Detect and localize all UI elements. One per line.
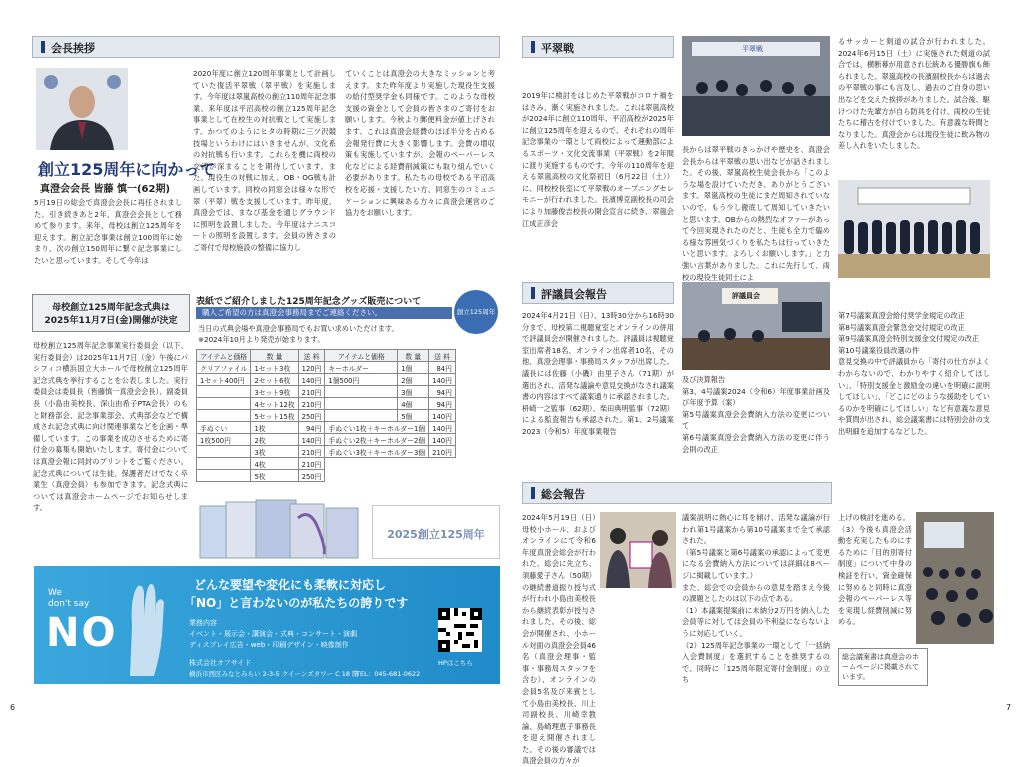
shipping: 140円 — [429, 422, 456, 434]
shipping: 210円 — [298, 458, 325, 470]
shipping: 140円 — [429, 410, 456, 422]
page-number-right: 7 — [1006, 703, 1012, 712]
general-header — [522, 482, 832, 504]
badge-text: 創立125周年 — [456, 308, 496, 316]
goods-note2: ※2024年10月より発売が始まります。 — [198, 335, 325, 344]
tenugui-image — [372, 505, 500, 559]
table-row — [197, 422, 456, 434]
table-row — [197, 374, 456, 386]
item-price: 1個500円 — [325, 374, 398, 386]
item-price: 1セット400円 — [197, 374, 251, 386]
qr-code[interactable] — [438, 608, 482, 652]
council-col2: 及び決算報告 第3、4号議案2024（令和6）年度事業計画及び年度予算（案） 第5号議案真澄会会費納入方法の変更について 第6号議案真澄会会費納入方法の変更に伴う会則の改正 — [682, 375, 830, 454]
heisui-col1: 2019年に検討をはじめた平翠戦がコロナ禍をはさみ、漸く実施されました。これは翠嵐高校が2024年に創立110周年、平沼高校が2025年に創立125周年を迎えるので、それぞれの周年記念事業の一環として両校によって運動部によるスポーツ・文化交流事業（平翠戦）を2年間に渡り実施するものです。今年の110周年を迎える翠嵐高校の文化祭初日（6月22日（土））に、同校校長室にて平翠戦のオープニングセレモニーが行われました。長濱博克副校長の司会により加藤俊吉校長の開会宣言に続き、翠嵐会江成正彦会 — [522, 91, 674, 228]
col-header: 数 量 — [251, 350, 298, 362]
general-col2: 議案説明に熱心に耳を傾け、活発な議論が行われ第1号議案から第10号議案まで全て承認された。 （第5号議案と第6号議案の承認によって変更になる会費納入方法については詳細は8ページに掲載しています。） また、総会での会員からの意見を踏まえ今後の課題としたのは以下の点である。 （1）本議案提案前に未納分2万円を納入した会員等に対しては会員の不利益にならないように対応していく。 （2）125周年記念事業の一環として「一括納入会費制度」を選択することを推奨するので、同時に「125周年限定寄付金制度」の立ち — [682, 513, 830, 685]
shipping: 140円 — [429, 434, 456, 446]
item-name: 手ぬぐい — [197, 422, 251, 434]
general-notice: 総会議案書は真澄会のホームページに掲載されています。 — [842, 653, 919, 681]
council-col1: 2024年4月21日（日）、13時30分から16時30分まで、母校第二視聴覚室とオンラインの併用で評議員会が開催されました。評議員は視聴覚室出席者18名、オンライン出席者10名、その他、真澄会理事・事務局スタッフが出席した。議長には佐藤（小磯）由里子さん（71期）が選出され、活発な議論や意見交換がなされ議案書の内容はすべて議案通りに承認されました。枡崎一之監事（62期）、柴田典明監事（72期）による監査報告も承認された。第1、2号議案2023（令和5）年度事業報告 — [522, 311, 674, 436]
col-header: アイテムと価格 — [197, 350, 251, 362]
shipping: 250円 — [298, 470, 325, 482]
qty: 4個 — [398, 398, 429, 410]
shipping: 94円 — [429, 386, 456, 398]
shipping: 94円 — [429, 398, 456, 410]
shipping: 94円 — [298, 422, 325, 434]
product-label: 2025創立125周年 — [387, 528, 485, 541]
council-header — [522, 282, 674, 304]
combo-name: 手ぬぐい3枚＋キーホルダー3個 — [325, 446, 429, 458]
chairman-section-title: 会長挨拶 — [41, 40, 95, 56]
ad-tel: TEL：045-681-0622 — [356, 670, 421, 678]
shipping: 210円 — [298, 446, 325, 458]
ad-no: NO — [46, 610, 118, 656]
ad-dont-say: don't say — [48, 599, 90, 609]
heisui-col2: 長からは翠平戦のきっかけや歴史を、真澄会会長からは平翠戦の思い出などが話されました。その後、翠嵐高校生徒会長から「このような場を設けていただき、ありがとうございます。翠嵐高校の生徒にまだ周知されていないので、もう少し徹底して周知していきたいと思います。OBからの熱烈なオファーがあって今回実現されたのだと、生徒も全力で臨める様な雰囲気づくりを私たちは行っていきたいと思います。よろしくお願いします。」と力強い言葉がありました。これに先行して、両校の現役生徒同士によ — [682, 145, 830, 282]
item-name: クリアファイル — [197, 362, 251, 374]
clear-file-image — [198, 498, 360, 560]
table-row — [197, 458, 456, 470]
qty: 5個 — [398, 410, 429, 422]
chairman-headline: 創立125周年に向かって — [38, 160, 216, 179]
shipping: 140円 — [429, 374, 456, 386]
table-row — [197, 362, 456, 374]
general-section-title: 総会報告 — [531, 486, 585, 502]
ad-services-label: 業務内容 — [189, 619, 217, 627]
goods-banner: 購入ご希望の方は真澄会事務局までご連絡ください。 — [196, 307, 452, 319]
kendo-team-photo — [838, 180, 990, 278]
hand-image — [110, 576, 176, 676]
col-header: 送 料 — [298, 350, 325, 362]
page-number-left: 6 — [10, 703, 16, 712]
table-row — [197, 470, 456, 482]
goods-title: 表紙でご紹介しました125周年記念グッズ販売について — [196, 297, 422, 307]
council-photo-banner: 評議員会 — [732, 292, 760, 300]
heisui-header — [522, 36, 674, 58]
heisui-section-title: 平翠戦 — [531, 40, 574, 56]
qty: 5枚 — [251, 470, 298, 482]
qty: 5セット15枚 — [251, 410, 298, 422]
ad-we: We — [48, 588, 62, 598]
general-col3: 上げの検討を進める。 （3）今後も真澄会活動を充実したものにするために「目的別寄付制度」について中身の検証を行い、資金確保に努めると同時に真澄会報のペーパーレス等を実現し経費削減に努める。 — [838, 513, 912, 627]
qty: 3枚 — [251, 446, 298, 458]
col-header: 数 量 — [398, 350, 429, 362]
council-col3: 第7号議案真澄会給付奨学金規定の改正 第8号議案真澄会緊急金交付規定の改正 第9号議案真澄会特別支援金交付規定の改正 第10号議案役員改選の件 意見交換の中で評議員から「寄付の仕方がよくわからないので、わかりやすく紹介してほしい」、「特別支援金と激励金の違いを明確に説明してほしい」、「どこにどのような援助をしているのかを明確にしてほしい」など有意義な意見や質問が出され、総会議案書には特別会計の支出明細を追加するなどした。 — [838, 311, 990, 436]
chairman-byline: 真澄会会長 皆藤 慎一(62期) — [40, 184, 171, 195]
shipping: 140円 — [298, 374, 325, 386]
ad-banner — [34, 566, 500, 684]
general-col1: 2024年5月19日（日）母校小ホール、およびオンラインにて令和6年度真澄会総会が行われた。総会に先立ち、須藤愛子さん（50期）の継続書道振り授与式が行われ小島由美校長から継続表彰が授与されました。その後、総会が開催され、小ホール対面の真澄会会員46名（真澄会理事・監事・事務局スタッフを含む）、オンラインの会員5名及び来賓として小島由美校長、川上司副校長、川崎幸教論、島崎理恵子事務長を迎え開催されました。その後の審議では真澄会員の方々が — [522, 513, 596, 766]
qty: 1枚 — [251, 422, 298, 434]
ad-company: 株式会社オフサイド — [189, 659, 252, 667]
ad-headline2: 「NO」と言わないのが私たちの誇りです — [184, 596, 409, 610]
shipping: 210円 — [298, 398, 325, 410]
award-photo — [600, 512, 676, 588]
ad-headline1: どんな要望や変化にも柔軟に対応し — [194, 578, 387, 592]
table-row — [197, 446, 456, 458]
col-header: 送 料 — [429, 350, 456, 362]
qty: 2セット6枚 — [251, 374, 298, 386]
ad-services1: イベント・展示会・講演会・式典・コンサート・演劇 — [189, 630, 357, 638]
qty: 3セット9枚 — [251, 386, 298, 398]
table-row — [197, 434, 456, 446]
qty: 2枚 — [251, 434, 298, 446]
ad-services2: ディスプレイ広告・web・印刷デザイン・映像制作 — [189, 641, 349, 649]
item-price: 1枚500円 — [197, 434, 251, 446]
heisui-ceremony-photo — [682, 36, 830, 136]
combo-name: 手ぬぐい1枚＋キーホルダー1個 — [325, 422, 429, 434]
col-header: アイテムと価格 — [325, 350, 398, 362]
table-row — [197, 386, 456, 398]
chairman-photo — [36, 68, 128, 150]
combo-name: 手ぬぐい2枚＋キーホルダー2個 — [325, 434, 429, 446]
photo-banner-text: 平翠戦 — [742, 45, 763, 53]
qty: 3個 — [398, 386, 429, 398]
shipping: 84円 — [429, 362, 456, 374]
shipping: 210円 — [429, 446, 456, 458]
general-notice-box — [838, 648, 928, 686]
table-row — [197, 410, 456, 422]
chairman-col2: 2020年度に創立120周年事業として計画していた復活平翠戦（翠平戦）を実施します。今年度は翠嵐高校の創立110周年記念事業、来年度は平沼高校の創立125周年記念事業として在校生の対抗戦として実施します。かつてのようにヒタの時期に三ツ沢競技場というわけにはいきませんが、文化系の対抗戦も行います。これらを機に両校の交流が深まることを期待しています。また、現役生の対戦に加え、OB・OG戦も計画しています。同校の同窓会は様々な形で翠（平翠）戦を支援しています。昨年度、真澄会では、まなび基金を通じグラウンドに照明を設置しました。今年度はナニスコートの照明を設置します。会員の皆さまのご寄付で母校施設の整備に協力し — [193, 69, 336, 252]
heisui-col3: るサッカーと剣道の試合が行われました。2024年6月15日（土）に実施された剣道の試合では、横断幕が用意され伝統ある優勝旗も飾られました。翠嵐高校の長濱副校長からは過去の平翠戦の事にも言及し、過去のご自身の思い出などを交えた挨拶がありました。試合後、駆けつけた先輩方が自ら防具を付け、両校の生徒たちに稽古を付けていました。有意義な時間となりました。真澄会からは現役生徒に飲み物の差し入れをいたしました。 — [838, 37, 990, 151]
qty: 1個 — [398, 362, 429, 374]
goods-note1: 当日の式典会場や真澄会事務局でもお買い求めいただけます。 — [198, 324, 399, 333]
shipping: 120円 — [298, 362, 325, 374]
ad-hp-link[interactable]: HPはこちら — [438, 659, 473, 667]
table-row — [197, 398, 456, 410]
shipping: 250円 — [298, 410, 325, 422]
ceremony-title-line1: 母校創立125周年記念式典は — [52, 303, 170, 313]
ad-address: 横浜市西区みなとみらい 2-3-5 クイーンズタワー C 18 階 — [189, 670, 359, 678]
ceremony-body: 母校創立125周年記念事業実行委員会（以下、実行委員会）は2025年11月7日（金）午後にパシフィコ横浜国立大ホールで母校創立125周年記念式典を挙行することを公表しました。実行委員会は委員長（皆藤慎一真澄会会長）、副委員長（小島由美校長、深山由希子PTA会長）のもと財務部会、記念事業部会、式典部会などで構成され記念式典に向け関連事業などを企画・準備しています。この事業を成功させるために寄付金の募集も開始いたします。寄付金については真澄会報に同封のプリントをご覧ください。記念式典については生徒、保護者だけでなく卒業生（真澄会員）も参加できます。記念式典については真澄会ホームページでお知らせします。 — [33, 341, 188, 513]
ceremony-title-line2: 2025年11月7日(金)開催が決定 — [44, 316, 178, 326]
qty: 4セット12枚 — [251, 398, 298, 410]
chairman-header — [32, 36, 500, 58]
council-section-title: 評議員会報告 — [531, 286, 607, 302]
chairman-col3: ていくことは真澄会の大きなミッションと考えます。また昨年度より実施した現役生支援の給付型奨学金も同様です。このような母校支援の資金として会員の皆さまのご寄付をお願いします。今秋より郵便料金が値上げされます。これは真澄会経費のほぼ半分を占める会報発行費に大きく影響します。会費の増収策も実施していますが、会報のペーパーレス化などによる経費削減策にも取り組んでいく必要があります。私たちの母校である平沼高校を応援・支援したい方、同窓生のコミュニケーションに興味ある方々に真澄会運営のご協力をお願いします。 — [345, 69, 495, 218]
ceremony-title-box — [32, 294, 190, 332]
shipping: 140円 — [298, 434, 325, 446]
council-photo — [682, 282, 830, 370]
general-col1-cont — [522, 592, 676, 698]
qty: 4枚 — [251, 458, 298, 470]
item-name: キーホルダー — [325, 362, 398, 374]
qty: 1セット3枚 — [251, 362, 298, 374]
chairman-col1: 5月19日の総会で真澄会会長に再任されました。引き続きあと2年、真澄会会長として務めて参ります。来年、母校は創立125周年を迎えます。創立記念事業は創立100周年に始まり、次の創立150周年に繋ぐ記念事業にしたいと思っています。そして今年は — [34, 198, 182, 265]
goods-table — [196, 349, 456, 482]
anniversary-badge — [454, 290, 498, 334]
meeting-photo — [916, 512, 994, 644]
shipping: 210円 — [298, 386, 325, 398]
qty: 2個 — [398, 374, 429, 386]
